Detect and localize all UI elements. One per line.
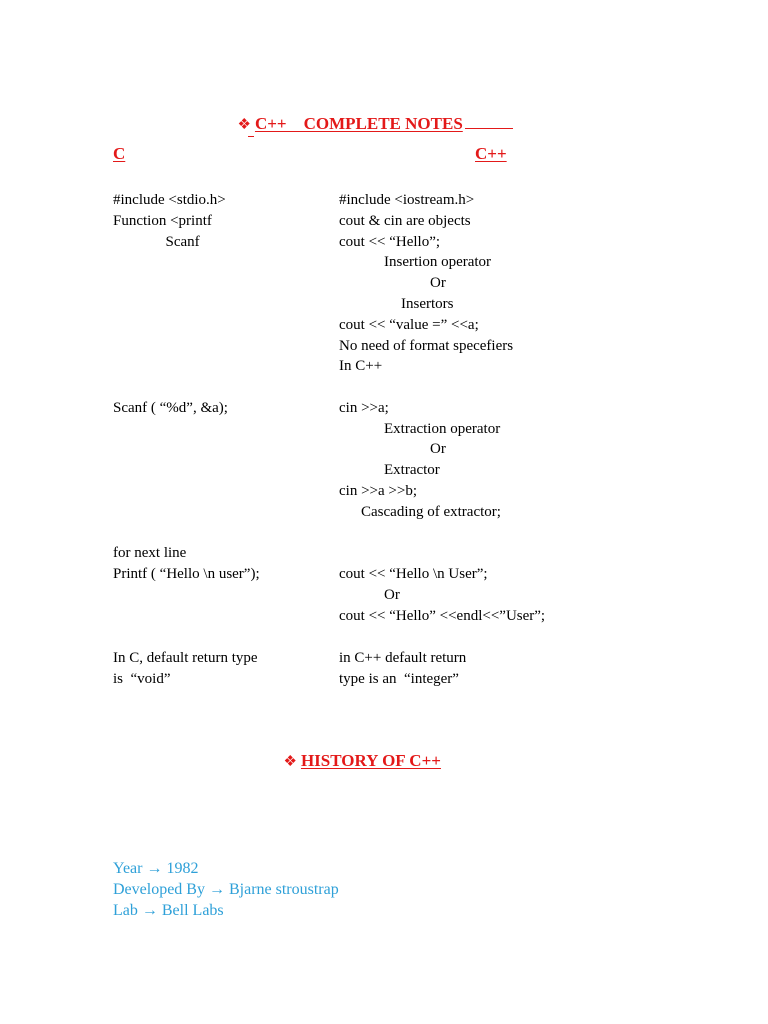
text-line: Printf ( “Hello \n user”); <box>113 566 260 582</box>
text-line: cout << “Hello \n User”; <box>339 566 488 582</box>
title-underline-tail <box>465 114 513 129</box>
text-line: cout << “Hello” <<endl<<”User”; <box>339 608 546 624</box>
text-line: #include <iostream.h> <box>339 192 475 208</box>
text-line: cout << “Hello”; <box>339 234 441 250</box>
text-line: Or <box>384 587 400 603</box>
text-line: No need of format specefiers <box>339 338 514 354</box>
text-line: Scanf <box>113 234 200 250</box>
text-line: cout & cin are objects <box>339 213 471 229</box>
text-line: Insertors <box>401 296 454 312</box>
text-line: In C, default return type <box>113 650 258 666</box>
text-line: Function <printf <box>113 213 212 229</box>
history-title: HISTORY OF C++ <box>300 751 441 770</box>
diamond-bullet-icon: ❖ <box>283 754 297 770</box>
column-heading-c: C <box>113 144 126 163</box>
text-line: Or <box>430 441 446 457</box>
text-line: Year → 1982 <box>113 860 199 877</box>
text-line: Extractor <box>384 462 440 478</box>
title-text: C++ COMPLETE NOTES <box>254 114 463 133</box>
text-line: In C++ <box>339 358 383 374</box>
text-line: Extraction operator <box>384 421 501 437</box>
text-line: Developed By → Bjarne stroustrap <box>113 881 339 898</box>
text-line: Insertion operator <box>384 254 492 270</box>
text-line: #include <stdio.h> <box>113 192 226 208</box>
text-line: cin >>a; <box>339 400 389 416</box>
text-line: Cascading of extractor; <box>361 504 501 520</box>
diamond-bullet-icon: ❖ <box>237 117 251 133</box>
history-heading <box>276 734 441 771</box>
text-line: Or <box>430 275 446 291</box>
text-line: type is an “integer” <box>339 671 459 687</box>
title-dash <box>248 136 254 137</box>
text-line: cin >>a >>b; <box>339 483 417 499</box>
text-line: in C++ default return <box>339 650 467 666</box>
text-line: is “void” <box>113 671 171 687</box>
text-line: Scanf ( “%d”, &a); <box>113 400 228 416</box>
page-title <box>230 96 513 134</box>
text-line: cout << “value =” <<a; <box>339 317 479 333</box>
text-line: Lab → Bell Labs <box>113 902 224 919</box>
column-heading-cpp: C++ <box>475 144 507 163</box>
text-line: for next line <box>113 545 187 561</box>
